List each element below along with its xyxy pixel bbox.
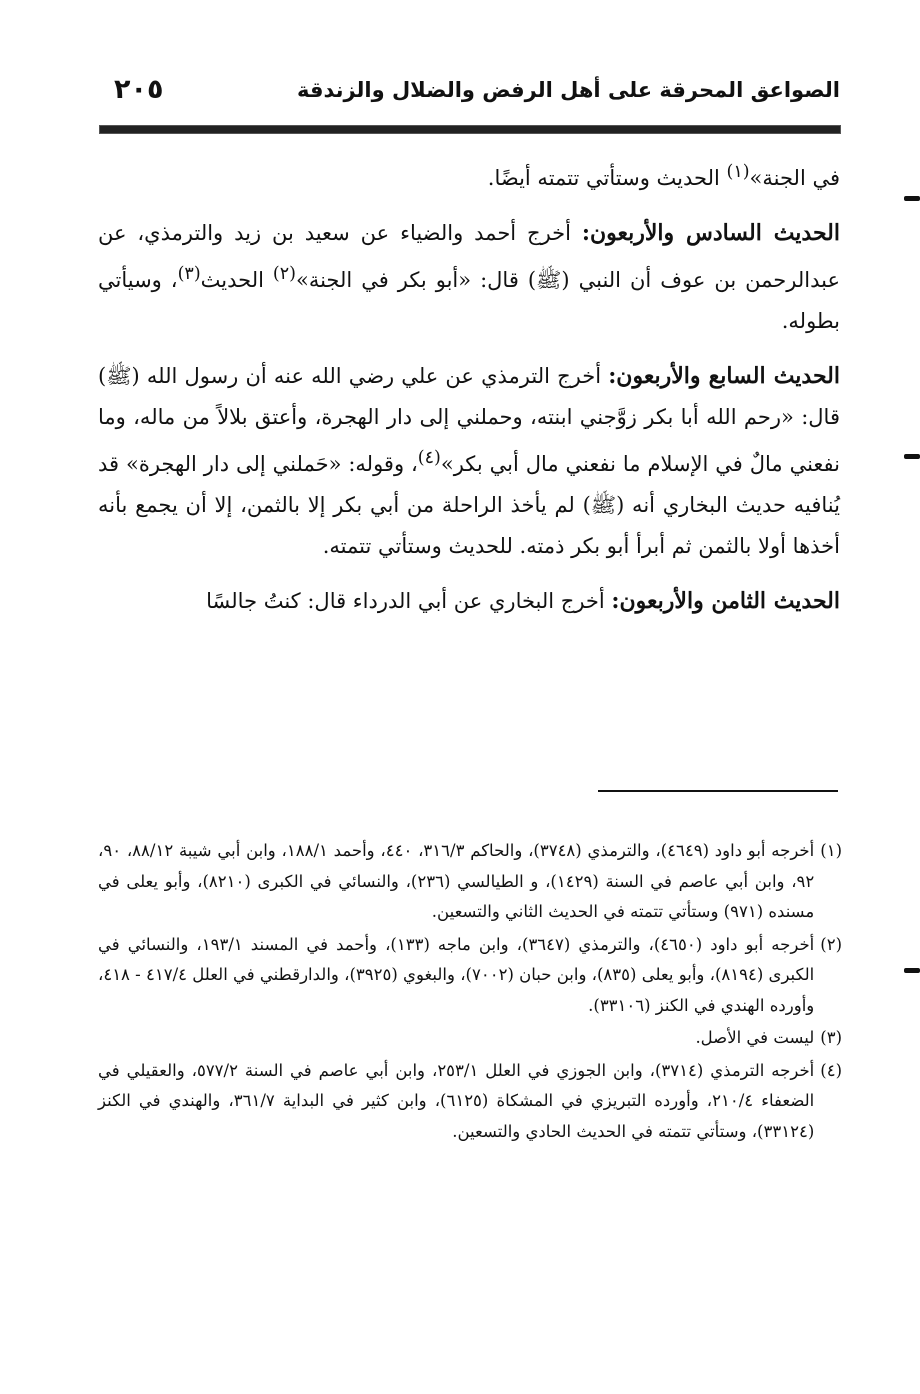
paragraph-text: في الجنة»: [749, 166, 840, 190]
scan-edge-mark: [904, 454, 920, 459]
hadith-48-paragraph: [98, 581, 840, 622]
footnote-text: ليست في الأصل.: [695, 1028, 815, 1047]
hadith-46-paragraph: [98, 213, 840, 342]
paragraph-text: أخرج أحمد والضياء عن سعيد بن زيد والترمذي، عن عبدالرحمن بن عوف أن النبي (ﷺ) قال: «أبو بكر في الجنة»: [98, 221, 841, 292]
paragraph-text: الحديث: [200, 268, 273, 292]
hadith-heading: الحديث السادس والأربعون:: [581, 220, 840, 246]
footnote-4: [98, 1056, 842, 1148]
hadith-heading: الحديث السابع والأربعون:: [608, 363, 840, 389]
footnote-ref: (٤): [417, 448, 441, 468]
footnote-text: أخرجه أبو داود (٤٦٥٠)، والترمذي (٣٦٤٧)، وابن ماجه (١٣٣)، وأحمد في المسند ١٩٣/١، والنسائي في الكبرى (٨١٩٤)، وأبو يعلى (٨٣٥)، وابن حبان (٧٠٠٢)، والبغوي (٣٩٢٥)، والدارقطني في العلل ٤١٧/٤ - ٤١٨، وأورده الهندي في الكنز (٣٣١٠٦).: [98, 934, 815, 1015]
paragraph-text: ، وقوله: «حَملني إلى دار الهجرة» قد يُنافيه حديث البخاري أنه (ﷺ) لم يأخذ الراحلة من أبي بكر إلا بالثمن، إلا أن يجمع بأنه أخذها أولا بالثمن ثم أبرأ أبو بكر ذمته. للحديث وستأتي تتمته.: [98, 452, 840, 558]
running-title: الصواعق المحرقة على أهل الرفض والضلال والزندقة: [296, 78, 840, 102]
footnote-ref: (٢): [272, 264, 296, 284]
footnote-number: (٤): [820, 1060, 842, 1080]
paragraph-text: ، وسيأتي بطوله.: [98, 268, 840, 333]
main-text: [98, 152, 840, 636]
scan-edge-mark: [904, 968, 920, 973]
footnote-1: [98, 836, 842, 928]
footnote-number: (١): [820, 841, 842, 860]
header-rule: [100, 126, 840, 133]
hadith-heading: الحديث الثامن والأربعون:: [611, 588, 840, 614]
paragraph-text: الحديث وستأتي تتمته أيضًا.: [487, 166, 727, 190]
footnote-ref: (٣): [177, 264, 201, 284]
paragraph-text: أخرج البخاري عن أبي الدرداء قال: كنتُ جالسًا: [206, 589, 612, 613]
footnote-separator: [598, 790, 838, 792]
hadith-47-paragraph: [98, 356, 840, 567]
footnote-number: (٣): [820, 1028, 842, 1047]
scan-edge-mark: [904, 196, 920, 201]
paragraph-text: أخرج الترمذي عن علي رضي الله عنه أن رسول الله (ﷺ) قال: «رحم الله أبا بكر زوَّجني ابنته، وحملني إلى دار الهجرة، وأعتق بلالاً من ماله، وما نفعني مالٌ في الإسلام ما نفعني مال أبي بكر»: [98, 364, 841, 476]
page-header: [100, 76, 840, 128]
footnote-ref: (١): [726, 162, 750, 182]
footnote-text: أخرجه الترمذي (٣٧١٤)، وابن الجوزي في العلل ٢٥٣/١، وابن أبي عاصم في السنة ٥٧٧/٢، والعقيلي في الضعفاء ٢١٠/٤، وأورده التبريزي في المشكاة (٦١٢٥)، وابن كثير في البداية ٣٦١/٧، والهندي في الكنز (٣٣١٢٤)، وستأتي تتمته في الحديث الحادي والتسعين.: [98, 1060, 815, 1141]
paragraph-continuation: [98, 152, 840, 199]
footnotes: [98, 836, 842, 1149]
page-number: ٢٠٥: [114, 74, 164, 105]
footnote-3: [98, 1023, 842, 1054]
footnote-number: (٢): [820, 934, 842, 954]
footnote-2: [98, 930, 842, 1022]
footnote-text: أخرجه أبو داود (٤٦٤٩)، والترمذي (٣٧٤٨)، والحاكم ٣١٦/٣، ٤٤٠، وأحمد ١٨٨/١، وابن أبي شيبة ٨٨/١٢، ٩٠، ٩٢، وابن أبي عاصم في السنة (١٤٢٩)، و الطيالسي (٢٣٦)، والنسائي في الكبرى (٨٢١٠)، وأبو يعلى في مسنده (٩٧١) وستأتي تتمته في الحديث الثاني والتسعين.: [98, 841, 815, 921]
